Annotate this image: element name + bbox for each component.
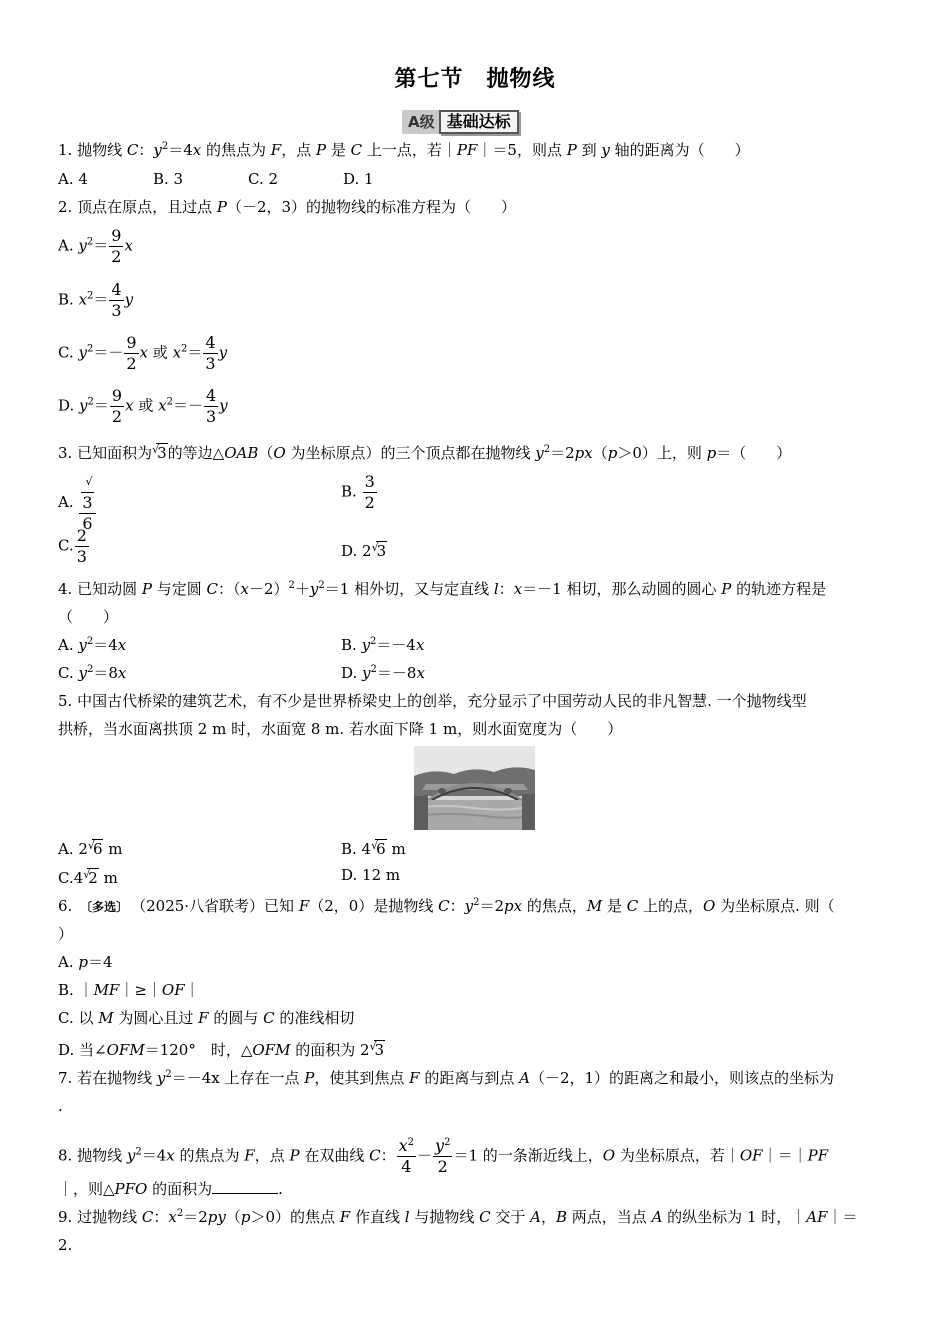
question-4: 4. 已知动圆 P 与定圆 C：$(x-2)^2+y^2=1$ 相外切，又与定直线 l：x＝－1 相切，那么动圆的圆心 P 的轨迹方程是 — [58, 580, 827, 598]
question-5-line2: 拱桥，当水面离拱顶 2 m 时，水面宽 8 m. 若水面下降 1 m，则水面宽度为（ ） — [58, 720, 623, 738]
sqrt: √2 — [83, 868, 98, 887]
question-7: 7. 若在抛物线 $y^2=-4x$ 上存在一点 P，使其到焦点 F 的距离与到点 A（－2，1）的距离之和最小，则该点的坐标为 — [58, 1069, 835, 1087]
level-badge — [402, 109, 519, 135]
q5-option-d[interactable]: D. 12 m — [341, 866, 401, 884]
fraction: $\frac{9}{2}$ — [111, 386, 123, 426]
fraction: $\frac{9}{2}$ — [111, 226, 122, 266]
q4-option-c[interactable]: C. $y^2=8x$ — [58, 664, 127, 682]
q2-option-a[interactable]: A. $y^2=$ $\frac{9}{2}$ x — [58, 226, 133, 266]
sqrt: √3 — [369, 1040, 385, 1059]
q6-option-d[interactable]: D. 当∠OFM＝120° 时，△OFM 的面积为 2√3 — [58, 1036, 385, 1061]
fraction: $\frac{2}{3}$ — [76, 526, 87, 566]
q3-option-a[interactable]: A. √ 3 6 — [58, 472, 97, 534]
sqrt: √3 — [152, 443, 167, 462]
bridge-photo — [414, 746, 535, 830]
question-8-line2: ｜，则△PFO 的面积为 . — [58, 1180, 283, 1198]
sqrt: √6 — [87, 839, 103, 858]
badge-name: 基础达标 — [439, 110, 519, 134]
q3-option-d[interactable]: D. 2√3 — [341, 537, 387, 562]
question-5: 5. 中国古代桥梁的建筑艺术，有不少是世界桥梁史上的创举，充分显示了中国劳动人民的非凡智慧. 一个抛物线型 — [58, 692, 807, 710]
q6-option-b[interactable]: B. ｜MF｜≥｜OF｜ — [58, 981, 200, 999]
fraction: $\frac{4}{3}$ — [111, 280, 122, 320]
q5-option-a[interactable]: A. 2√6 m — [58, 835, 122, 860]
q3-option-b[interactable]: B. $\frac{3}{2}$ — [341, 472, 375, 512]
question-6-line2: ） — [58, 925, 74, 943]
fraction: $\frac{3}{2}$ — [364, 472, 375, 512]
q4-option-d[interactable]: D. $y^2=-8x$ — [341, 664, 425, 682]
q5-option-c[interactable]: C.4√2 m — [58, 864, 118, 889]
q4-option-a[interactable]: A. $y^2=4x$ — [58, 636, 127, 654]
question-3: 3. 已知面积为√3的等边△OAB（O 为坐标原点）的三个顶点都在抛物线 $y^2=2px(p>0)$上，则 p＝（ ） — [58, 439, 791, 464]
page-title: 第七节 抛物线 — [394, 67, 556, 92]
q4-option-b[interactable]: B. $y^2=-4x$ — [341, 636, 425, 654]
badge-level: A级 — [402, 110, 441, 134]
fraction: $\frac{y^2}{2}$ — [435, 1136, 451, 1176]
q5-option-b[interactable]: B. 4√6 m — [341, 835, 406, 860]
sqrt: √6 — [371, 839, 386, 858]
question-6: 6. 〔多选〕 （2025·八省联考）已知 F（2，0）是抛物线 C：$y^2=2px$ 的焦点，M 是 C 上的点，O 为坐标原点. 则（ — [58, 895, 835, 918]
q3-option-c[interactable]: C. $\frac{2}{3}$ — [58, 526, 87, 566]
question-1: 1. 抛物线 C：$y^2=4x$ 的焦点为 F，点 P 是 C 上一点，若｜PF｜＝5，则点 P 到 y 轴的距离为（ ） — [58, 141, 750, 159]
fraction: $\frac{x^2}{4}$ — [398, 1136, 415, 1176]
question-9-line2: 2. — [58, 1236, 73, 1254]
fraction: $\frac{4}{3}$ — [205, 333, 216, 373]
q6-option-a[interactable]: A. p＝4 — [58, 953, 113, 971]
fraction: $\frac{9}{2}$ — [126, 333, 137, 373]
fraction: $\frac{4}{3}$ — [205, 386, 217, 426]
q1-option-a[interactable]: A. 4 — [58, 170, 88, 188]
q1-option-b[interactable]: B. 3 — [153, 170, 184, 188]
fraction: √ 3 6 — [79, 472, 95, 534]
q1-option-c[interactable]: C. 2 — [248, 170, 279, 188]
q2-option-c[interactable]: C. $y^2=-$ $\frac{9}{2}$ x 或 $x^2=$ $\frac{4}{3}$ y — [58, 333, 228, 373]
sqrt: √3 — [371, 541, 387, 560]
question-9: 9. 过抛物线 C：$x^2=2py(p>0)$的焦点 F 作直线 l 与抛物线 C 交于 A，B 两点，当点 A 的纵坐标为 1 时，｜AF｜＝ — [58, 1208, 858, 1226]
q1-option-d[interactable]: D. 1 — [343, 170, 374, 188]
q6-option-c[interactable]: C. 以 M 为圆心且过 F 的圆与 C 的准线相切 — [58, 1009, 355, 1027]
question-8: 8. 抛物线 $y^2=4x$ 的焦点为 F，点 P 在双曲线 C： $\frac{x^2}{4}$ － $\frac{y^2}{2}$ ＝1 的一条渐近线上，O 为坐标原点，若｜OF｜＝｜PF — [58, 1136, 829, 1176]
q2-option-b[interactable]: B. $x^2=$ $\frac{4}{3}$ y — [58, 280, 134, 320]
question-7-line2: . — [58, 1097, 63, 1115]
multi-select-tag: 〔多选〕 — [80, 900, 129, 914]
answer-blank[interactable] — [212, 1179, 278, 1194]
q2-option-d[interactable]: D. $y^2=$ $\frac{9}{2}$ x 或 $x^2=-$ $\frac{4}{3}$ y — [58, 386, 228, 426]
question-2: 2. 顶点在原点，且过点 P（－2，3）的抛物线的标准方程为（ ） — [58, 198, 517, 216]
question-4-line2: （ ） — [58, 608, 119, 626]
